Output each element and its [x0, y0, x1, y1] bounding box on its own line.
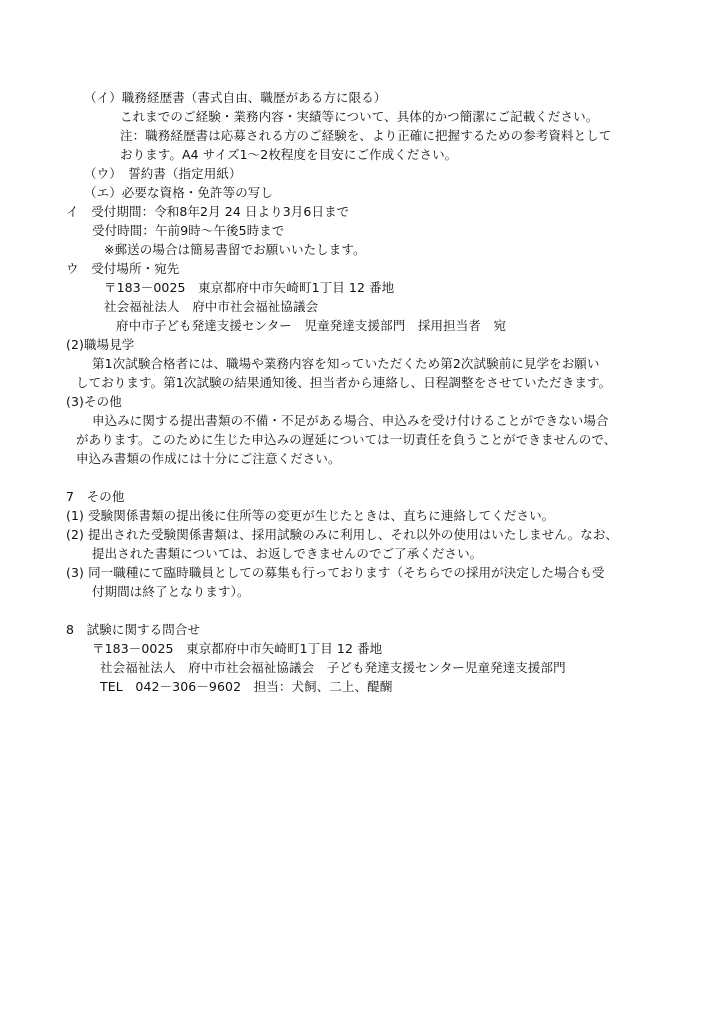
reception-organization: 社会福祉法人 府中市社会福祉協議会 [104, 299, 319, 314]
section-7-item-3: (3) 同一職種にて臨時職員としての募集も行っております（そちらでの採用が決定した場合も受 [66, 565, 605, 580]
career-history-description: これまでのご経験・業務内容・実績等について、具体的かつ簡潔にご記載ください。 [120, 109, 599, 124]
other-text-2: があります。このために生じた申込みの遅延については一切責任を負うことができませんので、 [76, 432, 617, 447]
item-career-history: （イ）職務経歴書（書式自由、職歴がある方に限る） [84, 90, 387, 105]
workplace-visit-text-1: 第1次試験合格者には、職場や業務内容を知っていただくため第2次試験前に見学をお願い [92, 356, 600, 371]
reception-period: イ 受付期間：令和8年2月 24 日より3月6日まで [66, 204, 350, 219]
section-7-item-2-cont: 提出された書類については、お返しできませんのでご了承ください。 [92, 546, 483, 561]
section-7-item-3-cont: 付期間は終了となります）。 [92, 584, 250, 599]
reception-hours: 受付時間：午前9時～午後5時まで [92, 223, 285, 238]
contact-phone: TEL 042－306－9602 担当：犬飼、二上、醍醐 [100, 679, 393, 694]
section-7-item-1: (1) 受験関係書類の提出後に住所等の変更が生じたときは、直ちに連絡してください。 [66, 508, 555, 523]
item-pledge: （ウ） 誓約書（指定用紙） [84, 166, 242, 181]
other-text-3: 申込み書類の作成には十分にご注意ください。 [76, 451, 341, 466]
item-licenses: （エ）必要な資格・免許等の写し [84, 185, 274, 200]
career-history-note-2: おります。A4 サイズ1～2枚程度を目安にご作成ください。 [120, 147, 458, 162]
section-7-item-2: (2) 提出された受験関係書類は、採用試験のみに利用し、それ以外の使用はいたしません。なお、 [66, 527, 619, 542]
reception-recipient: 府中市子ども発達支援センター 児童発達支援部門 採用担当者 宛 [116, 318, 507, 333]
section-other-3: (3)その他 [66, 394, 122, 409]
reception-postal-address: 〒183－0025 東京都府中市矢崎町1丁目 12 番地 [104, 280, 395, 295]
section-8-heading: 8 試験に関する問合せ [66, 622, 201, 637]
mail-note: ※郵送の場合は簡易書留でお願いいたします。 [104, 242, 366, 257]
career-history-note-1: 注：職務経歴書は応募される方のご経験を、より正確に把握するための参考資料として [120, 128, 612, 143]
reception-address-heading: ウ 受付場所・宛先 [66, 261, 180, 276]
section-workplace-visit: (2)職場見学 [66, 337, 135, 352]
contact-organization: 社会福祉法人 府中市社会福祉協議会 子ども発達支援センター児童発達支援部門 [100, 660, 566, 675]
contact-postal-address: 〒183－0025 東京都府中市矢崎町1丁目 12 番地 [92, 641, 383, 656]
section-7-heading: 7 その他 [66, 489, 125, 504]
other-text-1: 申込みに関する提出書類の不備・不足がある場合、申込みを受け付けることができない場合 [92, 413, 609, 428]
workplace-visit-text-2: しております。第1次試験の結果通知後、担当者から連絡し、日程調整をさせていただきます。 [76, 375, 612, 390]
